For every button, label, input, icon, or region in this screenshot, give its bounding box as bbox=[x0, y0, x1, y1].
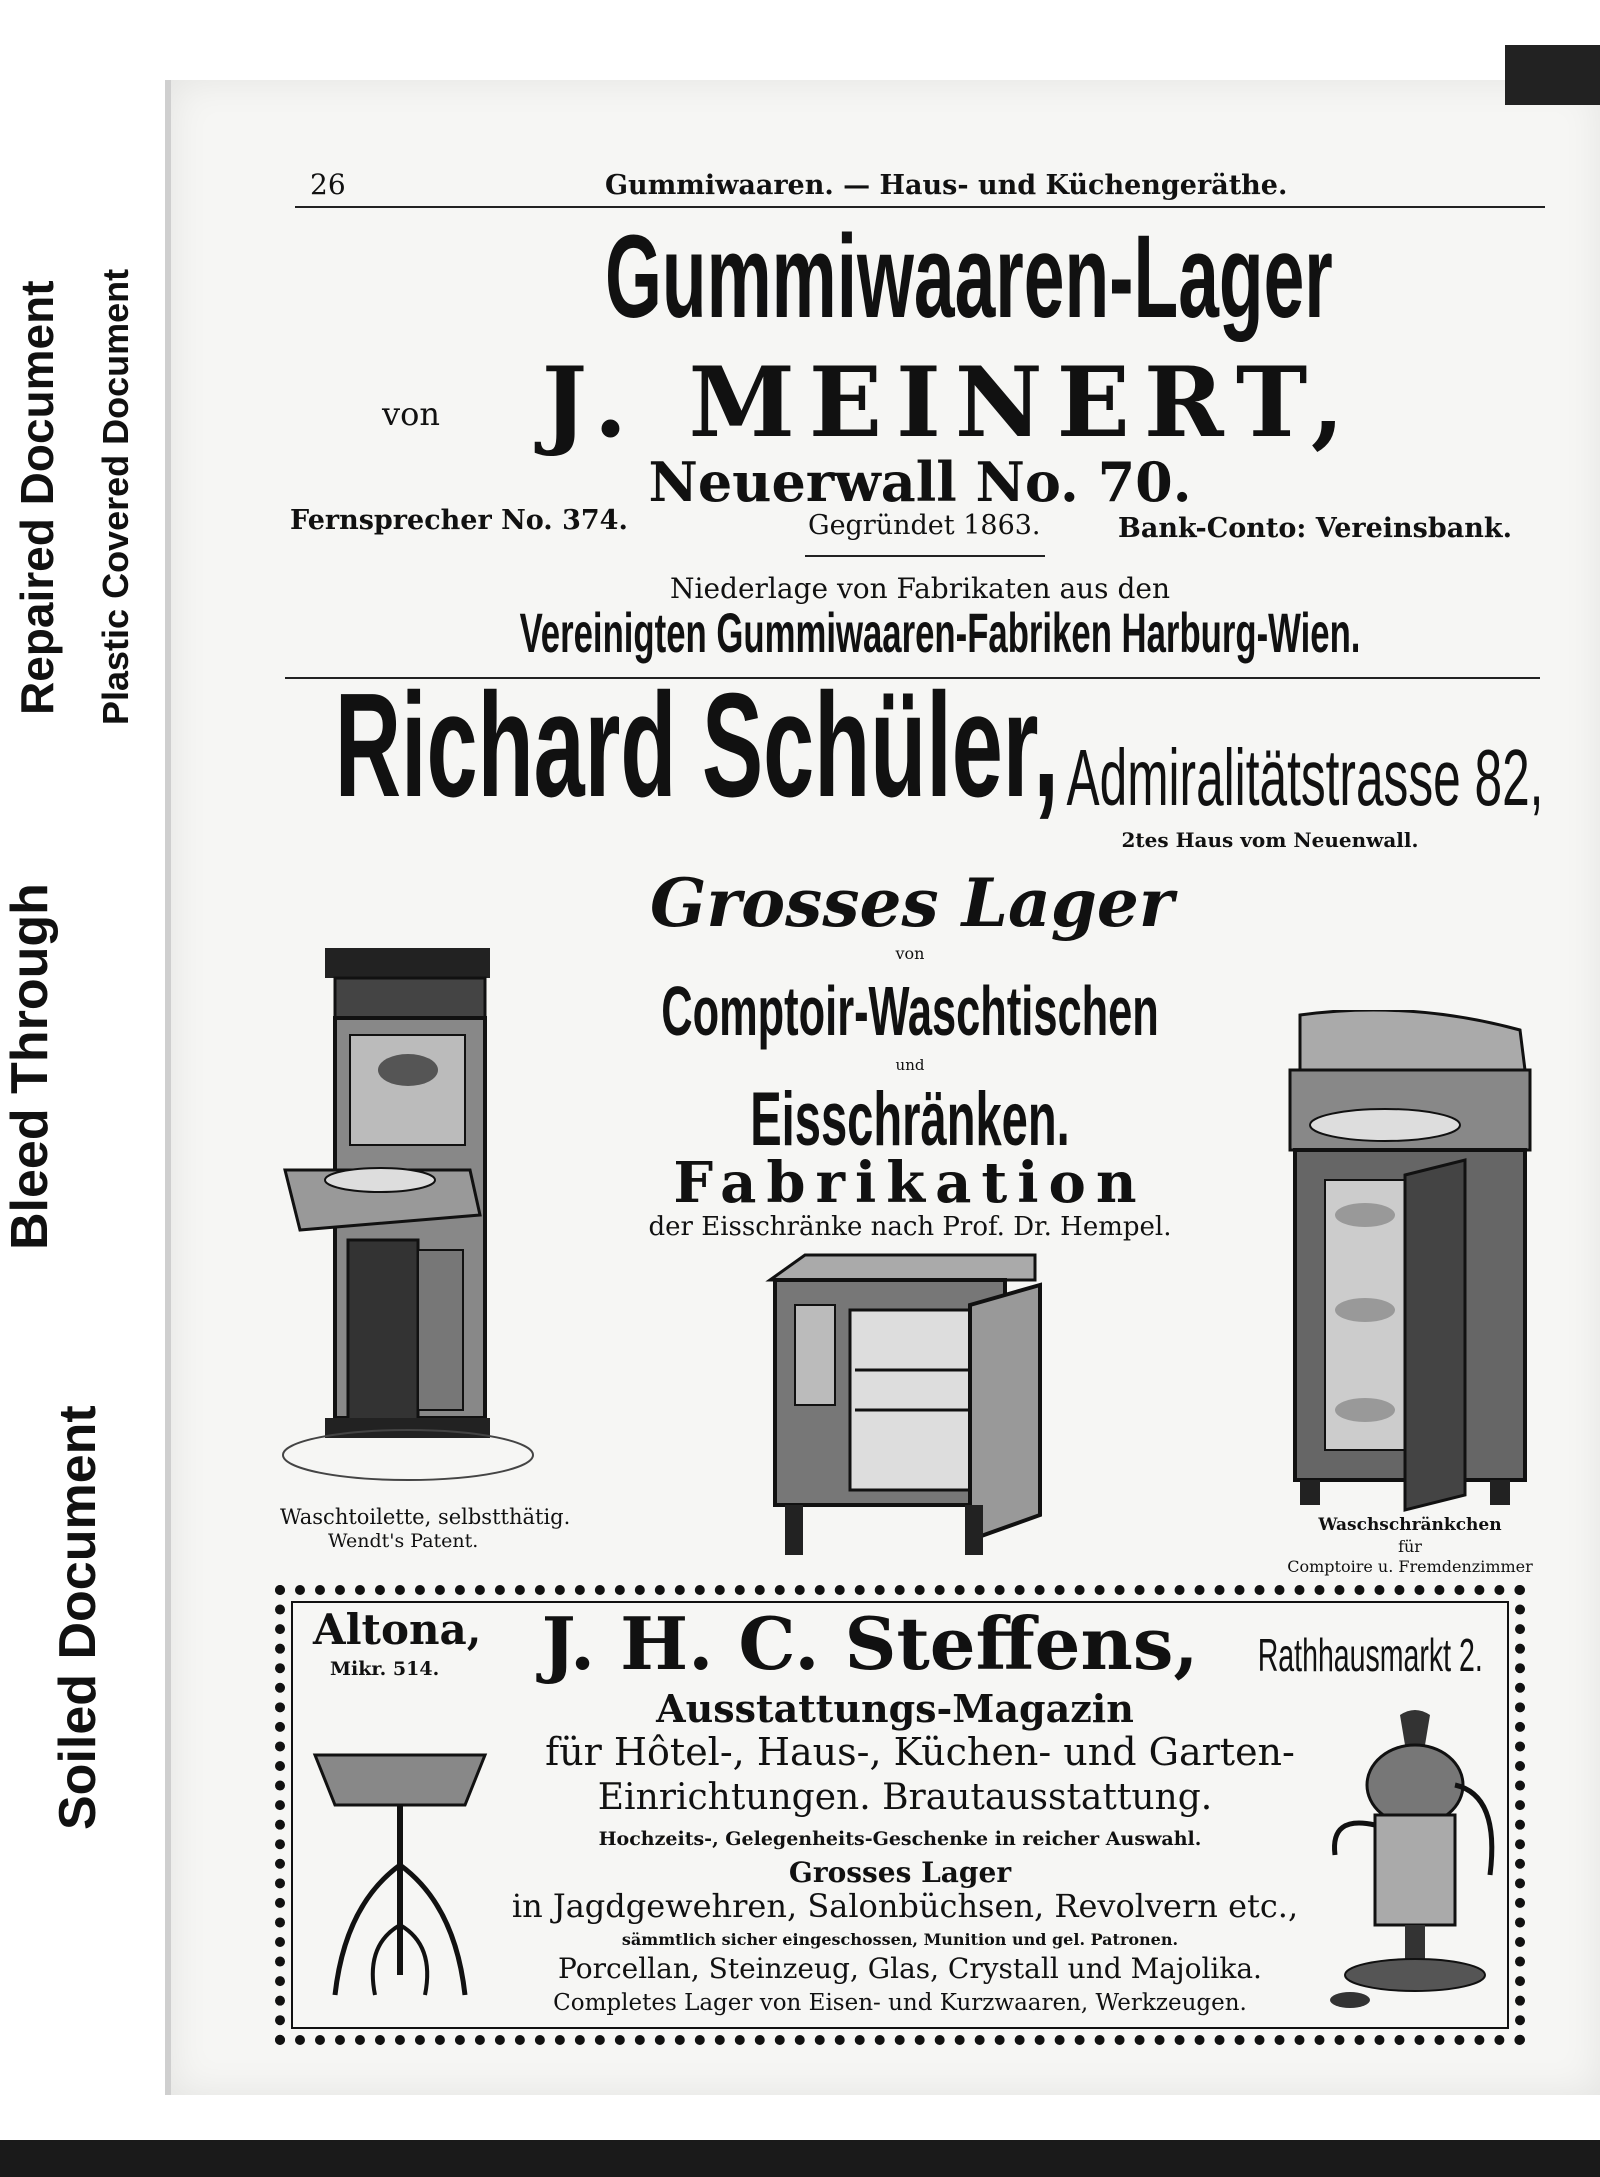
steffens-city: Altona, bbox=[313, 1605, 482, 1654]
caption-cabinet-1: Waschschränkchen bbox=[1318, 1515, 1502, 1535]
meinert-short-rule bbox=[805, 555, 1045, 557]
schueler-von: von bbox=[895, 944, 925, 963]
plant-stand-illustration bbox=[305, 1745, 495, 2015]
meinert-founded: Gegründet 1863. bbox=[808, 510, 1041, 541]
samovar-illustration bbox=[1320, 1705, 1510, 2015]
meinert-factories: Vereinigten Gummiwaaren-Fabriken Harburg-Wien. bbox=[519, 601, 1361, 664]
binding-shadow bbox=[1505, 45, 1600, 105]
meinert-name: J. MEINERT, bbox=[541, 346, 1359, 459]
steffens-line7: Porcellan, Steinzeug, Glas, Crystall und Majolika. bbox=[558, 1952, 1262, 1985]
label-repaired-document: Repaired Document bbox=[11, 280, 63, 715]
label-bleed-through: Bleed Through bbox=[1, 883, 59, 1250]
steffens-name: J. H. C. Steffens, bbox=[541, 1601, 1199, 1686]
schueler-und: und bbox=[895, 1056, 925, 1074]
meinert-address: Neuerwall No. 70. bbox=[648, 450, 1192, 514]
meinert-depot-line: Niederlage von Fabrikaten aus den bbox=[670, 572, 1170, 605]
meinert-bank: Bank-Conto: Vereinsbank. bbox=[1118, 513, 1512, 544]
steffens-magazin: Ausstattungs-Magazin bbox=[656, 1686, 1134, 1731]
meinert-von: von bbox=[382, 395, 440, 433]
schueler-address-note: 2tes Haus vom Neuenwall. bbox=[1121, 828, 1419, 852]
label-plastic-covered: Plastic Covered Document bbox=[95, 268, 136, 725]
schueler-grosses-lager: Grosses Lager bbox=[650, 864, 1174, 942]
steffens-line5: in Jagdgewehren, Salonbüchsen, Revolvern etc., bbox=[511, 1887, 1299, 1925]
schueler-name: Richard Schüler, bbox=[334, 663, 1059, 828]
page-number: 26 bbox=[310, 168, 346, 201]
caption-washstand-2: Wendt's Patent. bbox=[328, 1530, 479, 1552]
steffens-line3: Hochzeits-, Gelegenheits-Geschenke in reicher Auswahl. bbox=[598, 1828, 1202, 1850]
washstand-illustration bbox=[280, 940, 540, 1510]
cabinet-illustration bbox=[1285, 1010, 1535, 1520]
meinert-phone: Fernsprecher No. 374. bbox=[290, 505, 628, 536]
schueler-comptoir: Comptoir-Waschtischen bbox=[661, 972, 1159, 1050]
steffens-line2: Einrichtungen. Brautausstattung. bbox=[597, 1777, 1213, 1818]
label-soiled-document: Soiled Document bbox=[49, 1405, 107, 1830]
steffens-line8: Completes Lager von Eisen- und Kurzwaaren, Werkzeugen. bbox=[553, 1990, 1247, 2016]
schueler-address: Admiralitätstrasse 82, bbox=[1066, 733, 1544, 822]
caption-cabinet-2: für bbox=[1398, 1537, 1422, 1556]
schueler-hempel: der Eisschränke nach Prof. Dr. Hempel. bbox=[648, 1212, 1172, 1242]
meinert-headline: Gummiwaaren-Lager bbox=[605, 211, 1333, 343]
steffens-line4: Grosses Lager bbox=[788, 1856, 1012, 1889]
schueler-fabrikation: Fabrikation bbox=[673, 1150, 1147, 1216]
running-title: Gummiwaaren. — Haus- und Küchengeräthe. bbox=[605, 170, 1288, 201]
icebox-illustration bbox=[765, 1250, 1055, 1560]
bottom-shadow bbox=[0, 2140, 1600, 2177]
steffens-address: Rathhausmarkt 2. bbox=[1257, 1629, 1483, 1681]
caption-washstand-1: Waschtoilette, selbstthätig. bbox=[280, 1505, 571, 1529]
caption-cabinet-3: Comptoire u. Fremdenzimmer bbox=[1287, 1557, 1533, 1576]
schueler-eisschraenken: Eisschränken. bbox=[750, 1077, 1070, 1162]
steffens-line1: für Hôtel-, Haus-, Küchen- und Garten- bbox=[545, 1730, 1295, 1774]
steffens-line6: sämmtlich sicher eingeschossen, Munition und gel. Patronen. bbox=[621, 1930, 1179, 1949]
steffens-mikr: Mikr. 514. bbox=[330, 1658, 440, 1680]
running-header bbox=[295, 168, 1545, 208]
